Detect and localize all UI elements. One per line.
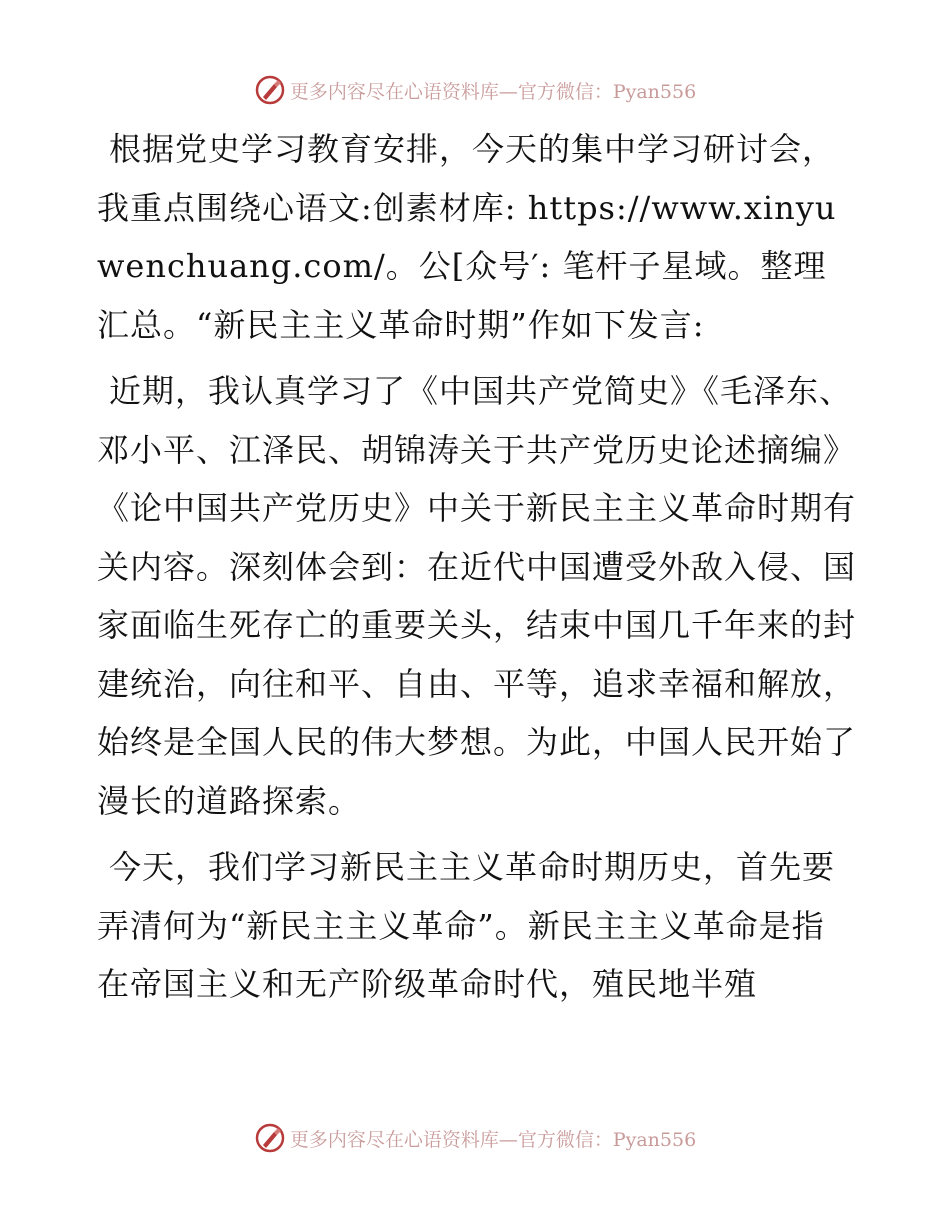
paragraph-3: 今天，我们学习新民主主义革命时期历史，首先要弄清何为“新民主主义革命”。新民主主义革命是指在帝国主义和无产阶级革命时代，殖民地半殖 [97,848,836,1003]
watermark-text: 更多内容尽在心语资料库—官方微信：Pyan556 [289,80,697,103]
paragraph-1: 根据党史学习教育安排，今天的集中学习研讨会，我重点围绕心语文:创素材库: https://www.xinyuwenchuang.com/。公[众号′: 笔杆子星域。整理汇总。“新民主主义革命时期”作如下发言: [97,130,837,344]
pen-logo-icon [254,1122,286,1154]
watermark-text: 更多内容尽在心语资料库—官方微信：Pyan556 [289,1128,697,1151]
document-body [97,120,857,1022]
paragraph-2: 近期，我认真学习了《中国共产党简史》《毛泽东、邓小平、江泽民、胡锦涛关于共产党历史论述摘编》《论中国共产党历史》中关于新民主主义革命时期有关内容。深刻体会到：在近代中国遭受外敌入侵、国家面临生死存亡的重要关头，结束中国几千年来的封建统治，向往和平、自由、平等，追求幸福和解放，始终是全国人民的伟大梦想。为此，中国人民开始了漫长的道路探索。 [97,372,857,820]
footer-watermark [0,1118,950,1158]
header-watermark [0,70,950,110]
pen-logo-icon [254,74,286,106]
